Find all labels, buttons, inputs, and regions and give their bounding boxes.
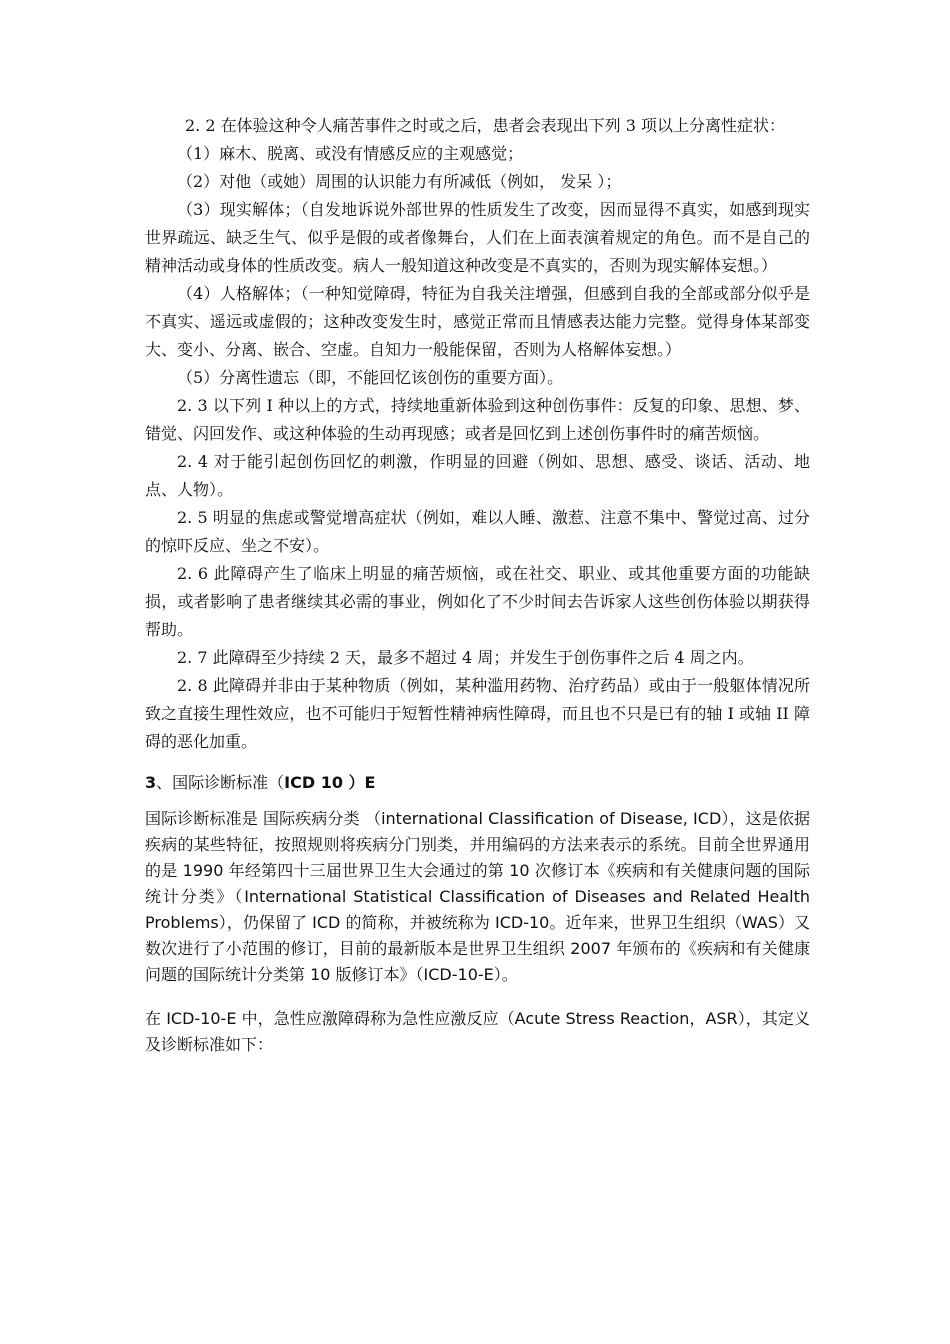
heading-text: 、国际诊断标准（ — [156, 773, 285, 792]
list-item-symptom-1: （1）麻木、脱离、或没有情感反应的主观感觉； — [177, 144, 524, 163]
list-item-symptom-3: （3）现实解体；（自发地诉说外部世界的性质发生了改变，因而显得不真实，如感到现实世界疏远、缺乏生气、似乎是假的或者像舞台，人们在上面表演着规定的角色。而不是自己的精神活动或身体的性质改变。病人一般知道这种改变是不真实的，否则为现实解体妄想。） — [145, 200, 810, 275]
paragraph-2-5: 2. 5 明显的焦虑或警觉增高症状（例如，难以人睡、激惹、注意不集中、警觉过高、过分的惊吓反应、坐之不安）。 — [145, 508, 810, 555]
heading-code: ICD 10 ）E — [284, 773, 376, 792]
list-item-symptom-5: （5）分离性遗忘（即，不能回忆该创伤的重要方面）。 — [177, 368, 564, 387]
section-heading-3 — [145, 770, 810, 796]
paragraph-2-7: 2. 7 此障碍至少持续 2 天，最多不超过 4 周；并发生于创伤事件之后 4 周之内。 — [177, 648, 754, 667]
paragraph-2-2: 2. 2 在体验这种令人痛苦事件之时或之后，患者会表现出下列 3 项以上分离性症状： — [185, 116, 785, 135]
heading-number: 3 — [145, 773, 157, 792]
paragraph-2-6: 2. 6 此障碍产生了临床上明显的痛苦烦恼，或在社交、职业、或其他重要方面的功能缺损，或者影响了患者继续其必需的事业，例如化了不少时间去告诉家人这些创伤体验以期获得帮助。 — [145, 564, 810, 639]
paragraph-2-8: 2. 8 此障碍并非由于某种物质（例如，某种滥用药物、治疗药品）或由于一般躯体情况所致之直接生理性效应，也不可能归于短暂性精神病性障碍，而且也不只是已有的轴 I 或轴 II 障碍的恶化加重。 — [145, 676, 810, 751]
paragraph-2-3: 2. 3 以下列 I 种以上的方式，持续地重新体验到这种创伤事件：反复的印象、思想、梦、错觉、闪回发作、或这种体验的生动再现感；或者是回忆到上述创伤事件时的痛苦烦恼。 — [145, 396, 810, 443]
list-item-symptom-2: （2）对他（或她）周围的认识能力有所减低（例如， 发呆 ）； — [177, 172, 622, 191]
paragraph-icd-intro: 国际诊断标准是 国际疾病分类 （international Classification of Disease, ICD），这是依据疾病的某些特征，按照规则将疾病分门别类，并用编码的方法来表示的系统。目前全世界通用的是 1990 年经第四十三届世界卫生大会通过的第 10 次修订本《疾病和有关健康问题的国际统计分类》（International Statistical Classification of Diseases and Related Health Problems），仍保留了 ICD 的简称，并被统称为 ICD-10。近年来，世界卫生组织（WAS）又数次进行了小范围的修订，目前的最新版本是世界卫生组织 2007 年颁布的《疾病和有关健康问题的国际统计分类第 10 版修订本》（ICD-10-E）。 — [145, 809, 810, 984]
paragraph-asr: 在 ICD-10-E 中，急性应激障碍称为急性应激反应（Acute Stress Reaction，ASR），其定义及诊断标准如下： — [145, 1009, 810, 1054]
paragraph-2-4: 2. 4 对于能引起创伤回忆的刺激，作明显的回避（例如、思想、感受、谈话、活动、地点、人物）。 — [145, 452, 810, 499]
document-page — [145, 112, 810, 1058]
list-item-symptom-4: （4）人格解体；（一种知觉障碍，特征为自我关注增强，但感到自我的全部或部分似乎是不真实、遥远或虚假的；这种改变发生时，感觉正常而且情感表达能力完整。觉得身体某部变大、变小、分离、嵌合、空虚。自知力一般能保留，否则为人格解体妄想。） — [145, 284, 810, 359]
